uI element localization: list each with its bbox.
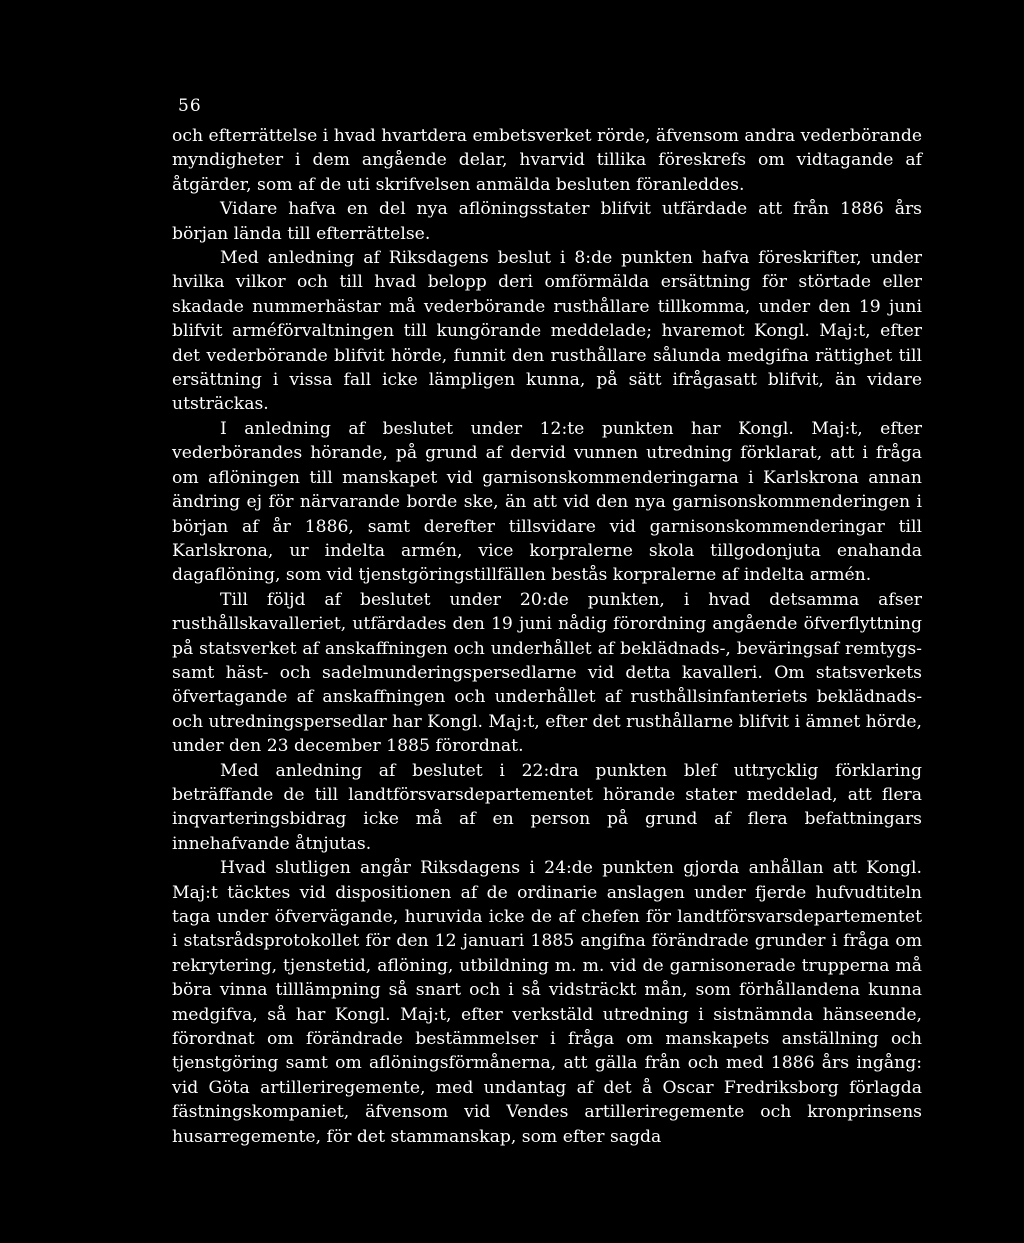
paragraph-punkt-20: Till följd af beslutet under 20:de punkten, i hvad detsamma afser rusthållskavalleriet, utfärdades den 19 juni nådig förordning angående öfverflyttning på statsverket af anskaffningen och underhållet af beklädnads-, beväringsaf remtygs- samt häst- och sadelmunderingspersedlarne vid detta kavalleri. Om statsverkets öfvertagande af anskaffningen och underhållet af rusthållsinfanteriets beklädnads- och utredningspersedlar har Kongl. Maj:t, efter det rusthållarne blifvit i ämnet hörde, under den 23 december 1885 förordnat. bbox=[172, 589, 922, 757]
paragraph-aflöningsstater: Vidare hafva en del nya aflöningsstater blifvit utfärdade att från 1886 års början lända till efterrättelse. bbox=[172, 199, 922, 244]
body-text bbox=[172, 124, 922, 1149]
paragraph-punkt-12: I anledning af beslutet under 12:te punkten har Kongl. Maj:t, efter vederbörandes hörande, på grund af dervid vunnen utredning förklarat, att i fråga om aflöningen till manskapet vid garnisonskommenderingarna i Karlskrona annan ändring ej för närvarande borde ske, än att vid den nya garnisonskommenderingen i början af år 1886, samt derefter tillsvidare vid garnisonskommenderingar till Karlskrona, ur indelta armén, vice korpralerne skola tillgodonjuta enahanda dagaflöning, som vid tjenstgöringstillfällen bestås korpralerne af indelta armén. bbox=[172, 418, 922, 586]
paragraph-punkt-22: Med anledning af beslutet i 22:dra punkten blef uttrycklig förklaring beträffande de till landtförsvarsdepartementet hörande stater meddelad, att flera inqvarteringsbidrag icke må af en person på grund af flera befattningars innehafvande åtnjutas. bbox=[172, 760, 922, 854]
paragraph-punkt-8: Med anledning af Riksdagens beslut i 8:de punkten hafva föreskrifter, under hvilka vilkor och till hvad belopp deri omförmälda ersättning för störtade eller skadade nummerhästar må vederbörande rusthållare tillkomma, under den 19 juni blifvit arméförvaltningen till kungörande meddelade; hvaremot Kongl. Maj:t, efter det vederbörande blifvit hörde, funnit den rusthållare sålunda medgifna rättighet till ersättning i vissa fall icke lämpligen kunna, på sätt ifrågasatt blifvit, än vidare utsträckas. bbox=[172, 248, 922, 415]
page-number: 56 bbox=[178, 96, 202, 116]
paragraph-continuation: och efterrättelse i hvad hvartdera embetsverket rörde, äfvensom andra vederbörande myndigheter i dem angående delar, hvarvid tillika föreskrefs om vidtagande af åtgärder, som af de uti skrifvelsen anmälda besluten föranleddes. bbox=[172, 126, 922, 195]
paragraph-punkt-24: Hvad slutligen angår Riksdagens i 24:de punkten gjorda anhållan att Kongl. Maj:t täcktes vid dispositionen af de ordinarie anslagen under fjerde hufvudtiteln taga under öfvervägande, huruvida icke de af chefen för landtförsvarsdepartementet i statsrådsprotokollet för den 12 januari 1885 angifna förändrade grunder i fråga om rekrytering, tjenstetid, aflöning, utbildning m. m. vid de garnisonerade trupperna må böra vinna tilllämpning så snart och i så vidsträckt mån, som förhållandena kunna medgifva, så har Kongl. Maj:t, efter verkstäld utredning i sistnämnda hänseende, förordnat om förändrade bestämmelser i fråga om manskapets anställning och tjenstgöring samt om aflöningsförmånerna, att gälla från och med 1886 års ingång: vid Göta artilleriregemente, med undantag af det å Oscar Fredriksborg förlagda fästningskompaniet, äfvensom vid Vendes artilleriregemente och kronprinsens husarregemente, för det stammanskap, som efter sagda bbox=[172, 858, 922, 1147]
